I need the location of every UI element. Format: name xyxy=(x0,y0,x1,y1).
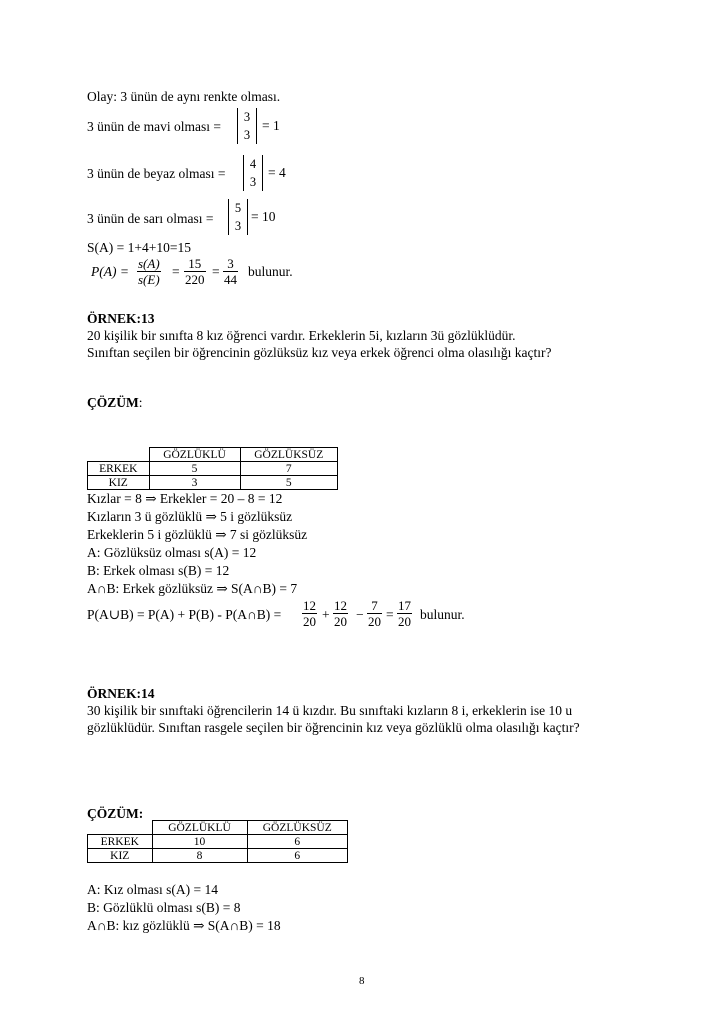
beyaz-result: = 4 xyxy=(268,165,286,180)
ornek14-line1: 30 kişilik bir sınıftaki öğrencilerin 14 ü kızdır. Bu sınıftaki kızların 8 i, erkeklerin ise 10 u xyxy=(87,703,573,718)
table-row xyxy=(88,448,338,462)
table-cell: 5 xyxy=(240,476,338,490)
frac-den: 20 xyxy=(368,614,381,629)
frac-den: 44 xyxy=(224,272,237,287)
step-line: A: Kız olması s(A) = 14 xyxy=(87,882,218,897)
frac-den: 220 xyxy=(185,272,205,287)
prob-tail: bulunur. xyxy=(248,264,293,279)
frac-num: 12 xyxy=(334,598,347,613)
mavi-label: 3 ünün de mavi olması = xyxy=(87,119,221,134)
prob-eq: = xyxy=(212,264,220,279)
cozum14-heading: ÇÖZÜM: xyxy=(87,806,144,821)
table-cell: 10 xyxy=(152,835,247,849)
prob-frac-3 xyxy=(223,256,238,287)
prob-lhs: P(A) = xyxy=(91,264,129,279)
ornek13-title: ÖRNEK:13 xyxy=(87,311,155,326)
step-line: B: Erkek olması s(B) = 12 xyxy=(87,563,230,578)
table-header-cell: GÖZLÜKSÜZ xyxy=(247,821,348,835)
table-header-empty xyxy=(88,821,153,835)
frac-den: 20 xyxy=(398,614,411,629)
table-cell: KIZ xyxy=(88,849,153,863)
table-cell: 6 xyxy=(247,835,348,849)
final-lhs: P(A∪B) = P(A) + P(B) - P(A∩B) = xyxy=(87,607,282,622)
ornek14-title: ÖRNEK:14 xyxy=(87,686,155,701)
table-header-empty xyxy=(88,448,150,462)
binom-mavi xyxy=(237,108,257,144)
table-cell: 5 xyxy=(149,462,240,476)
frac-den: 20 xyxy=(334,614,347,629)
step-line: Erkeklerin 5 i gözlüklü ⇒ 7 si gözlüksüz xyxy=(87,527,308,542)
step-line: A: Gözlüksüz olması s(A) = 12 xyxy=(87,545,257,560)
table-row xyxy=(88,835,348,849)
table-row xyxy=(88,462,338,476)
sA-line: S(A) = 1+4+10=15 xyxy=(87,240,191,255)
frac-num: 17 xyxy=(398,598,411,613)
beyaz-label: 3 ünün de beyaz olması = xyxy=(87,166,226,181)
table-cell: ERKEK xyxy=(88,835,153,849)
step-line: Kızların 3 ü gözlüklü ⇒ 5 i gözlüksüz xyxy=(87,509,293,524)
binom-n: 5 xyxy=(234,201,242,215)
ornek13-line1: 20 kişilik bir sınıfta 8 kız öğrenci vardır. Erkeklerin 5i, kızların 3ü gözlüklüdür. xyxy=(87,328,516,343)
olay-line: Olay: 3 ünün de aynı renkte olması. xyxy=(87,89,281,104)
frac-num: s(A) xyxy=(138,256,160,271)
table-cell: 3 xyxy=(149,476,240,490)
cozum13-heading xyxy=(87,395,143,411)
frac-den: 20 xyxy=(303,614,316,629)
final-frac-2 xyxy=(333,598,348,629)
table-13 xyxy=(87,447,338,490)
final-op: + xyxy=(322,607,330,622)
final-frac-1 xyxy=(302,598,317,629)
step-line: A∩B: kız gözlüklü ⇒ S(A∩B) = 18 xyxy=(87,918,281,933)
frac-num: 12 xyxy=(303,598,316,613)
binom-sari xyxy=(228,199,248,235)
table-header-cell: GÖZLÜKLÜ xyxy=(149,448,240,462)
ornek14-line2: gözlüklüdür. Sınıftan rasgele seçilen bir öğrencinin kız veya gözlüklü olma olasılığı kaçtır? xyxy=(87,720,580,735)
table-14 xyxy=(87,820,348,863)
frac-num: 7 xyxy=(371,598,378,613)
frac-num: 15 xyxy=(188,256,202,271)
final-op: = xyxy=(386,607,394,622)
table-header-cell: GÖZLÜKSÜZ xyxy=(240,448,338,462)
step-line: A∩B: Erkek gözlüksüz ⇒ S(A∩B) = 7 xyxy=(87,581,298,596)
cozum13-label: ÇÖZÜM xyxy=(87,395,139,410)
final-op: − xyxy=(356,607,364,622)
binom-beyaz xyxy=(243,155,263,191)
table-cell: ERKEK xyxy=(88,462,150,476)
prob-eq: = xyxy=(172,264,180,279)
prob-frac-1 xyxy=(137,256,161,287)
step-line: Kızlar = 8 ⇒ Erkekler = 20 – 8 = 12 xyxy=(87,491,283,506)
table-cell: KIZ xyxy=(88,476,150,490)
frac-num: 3 xyxy=(227,256,234,271)
binom-n: 4 xyxy=(249,157,257,171)
mavi-result: = 1 xyxy=(262,118,280,133)
table-header-cell: GÖZLÜKLÜ xyxy=(152,821,247,835)
table-row xyxy=(88,821,348,835)
table-cell: 8 xyxy=(152,849,247,863)
sari-label: 3 ünün de sarı olması = xyxy=(87,211,214,226)
binom-k: 3 xyxy=(243,128,251,142)
ornek13-line2: Sınıftan seçilen bir öğrencinin gözlüksüz kız veya erkek öğrenci olma olasılığı kaçtır? xyxy=(87,345,552,360)
binom-k: 3 xyxy=(249,175,257,189)
table-row xyxy=(88,476,338,490)
final-frac-4 xyxy=(397,598,412,629)
table-cell: 6 xyxy=(247,849,348,863)
step-line: B: Gözlüklü olması s(B) = 8 xyxy=(87,900,241,915)
final-frac-3 xyxy=(367,598,382,629)
frac-den: s(E) xyxy=(138,272,160,287)
binom-k: 3 xyxy=(234,219,242,233)
cozum13-colon: : xyxy=(138,395,143,410)
table-cell: 7 xyxy=(240,462,338,476)
final-tail: bulunur. xyxy=(420,607,465,622)
binom-n: 3 xyxy=(243,110,251,124)
page-number: 8 xyxy=(359,975,365,987)
table-row xyxy=(88,849,348,863)
prob-frac-2 xyxy=(184,256,206,287)
sari-result: = 10 xyxy=(251,209,276,224)
